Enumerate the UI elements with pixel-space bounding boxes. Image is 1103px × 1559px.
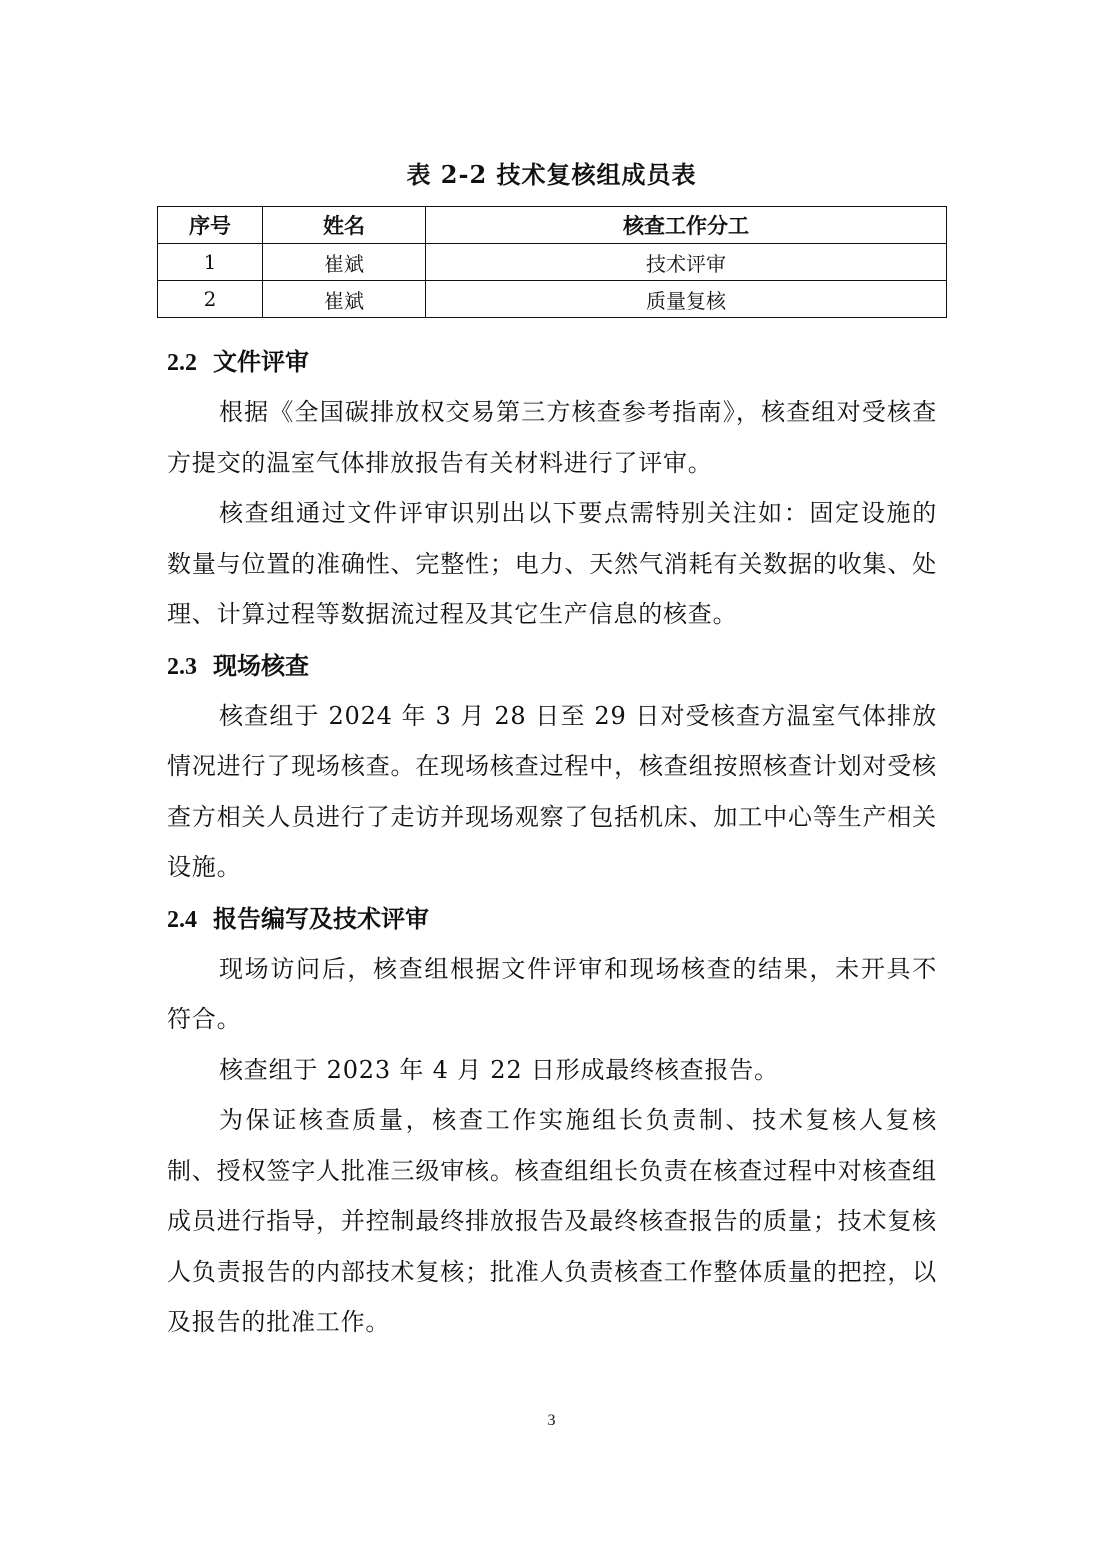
cell-index: 1	[158, 244, 263, 281]
paragraph: 根据《全国碳排放权交易第三方核查参考指南》，核查组对受核查方提交的温室气体排放报告有关材料进行了评审。	[167, 398, 937, 477]
table-header-row	[158, 207, 947, 244]
section-document-review	[167, 336, 937, 640]
column-header-duty: 核查工作分工	[426, 207, 947, 244]
column-header-index: 序号	[158, 207, 263, 244]
staff-table	[157, 206, 947, 318]
section-number: 2.2	[167, 350, 197, 376]
paragraph: 现场访问后，核查组根据文件评审和现场核查的结果，未开具不符合。	[167, 954, 937, 1033]
table-row	[158, 281, 947, 318]
cell-name: 崔斌	[263, 281, 426, 318]
paragraph: 核查组通过文件评审识别出以下要点需特别关注如：固定设施的数量与位置的准确性、完整性；电力、天然气消耗有关数据的收集、处理、计算过程等数据流过程及其它生产信息的核查。	[167, 499, 937, 628]
section-heading	[167, 893, 937, 944]
paragraph: 核查组于 2024 年 3 月 28 日至 29 日对受核查方温室气体排放情况进行了现场核查。在现场核查过程中，核查组按照核查计划对受核查方相关人员进行了走访并现场观察了包括机床、加工中心等生产相关设施。	[167, 701, 937, 881]
section-heading	[167, 336, 937, 387]
section-report-writing	[167, 893, 937, 1348]
section-heading	[167, 640, 937, 691]
table-title: 表 2-2 技术复核组成员表	[406, 160, 697, 189]
section-site-verification	[167, 640, 937, 893]
section-number: 2.4	[167, 906, 197, 933]
cell-name: 崔斌	[263, 244, 426, 281]
section-title: 报告编写及技术评审	[213, 903, 429, 933]
paragraph: 核查组于 2023 年 4 月 22 日形成最终核查报告。	[219, 1055, 779, 1084]
cell-duty: 技术评审	[426, 244, 947, 281]
section-title: 文件评审	[213, 347, 309, 376]
section-title: 现场核查	[213, 650, 309, 680]
paragraph: 为保证核查质量，核查工作实施组长负责制、技术复核人复核制、授权签字人批准三级审核。核查组组长负责在核查过程中对核查组成员进行指导，并控制最终排放报告及最终核查报告的质量；技术复核人负责报告的内部技术复核；批准人负责核查工作整体质量的把控，以及报告的批准工作。	[167, 1106, 937, 1336]
cell-index: 2	[158, 281, 263, 318]
cell-duty: 质量复核	[426, 281, 947, 318]
column-header-name: 姓名	[263, 207, 426, 244]
section-number: 2.3	[167, 653, 197, 680]
table-row	[158, 244, 947, 281]
page-number: 3	[547, 1412, 556, 1429]
body-content	[167, 336, 937, 1348]
